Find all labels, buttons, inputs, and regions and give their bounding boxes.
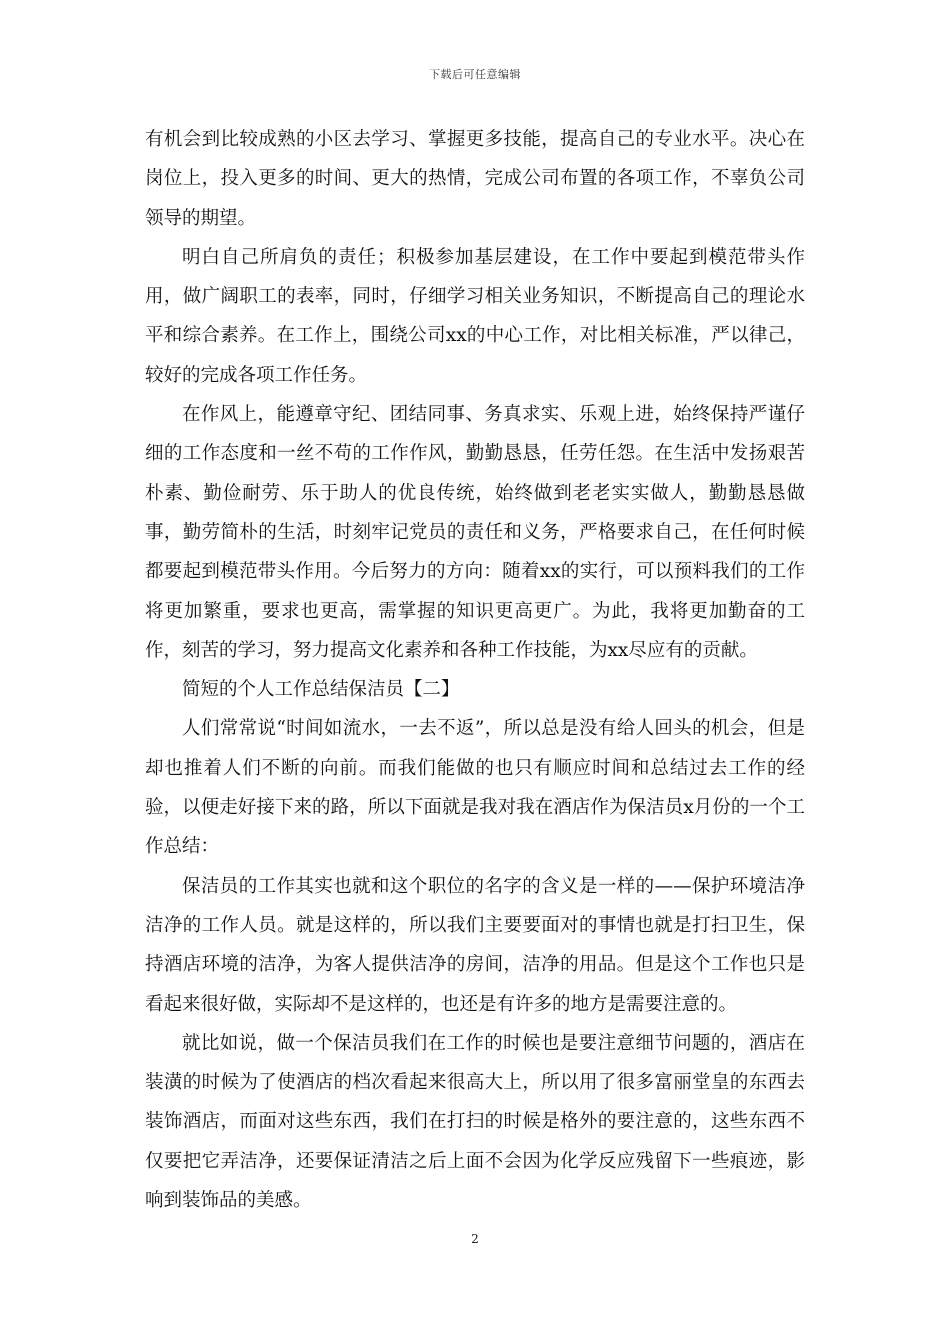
paragraph-work-style: 在作风上，能遵章守纪、团结同事、务真求实、乐观上进，始终保持严谨仔细的工作态度和一丝不苟的工作作风，勤勤恳恳，任劳任怨。在生活中发扬艰苦朴素、勤俭耐劳、乐于助人的优良传统，始终做到老老实实做人，勤勤恳恳做事，勤劳简朴的生活，时刻牢记党员的责任和义务，严格要求自己，在任何时候都要起到模范带头作用。今后努力的方向：随着xx的实行，可以预料我们的工作将更加繁重，要求也更高，需掌握的知识更高更广。为此，我将更加勤奋的工作，刻苦的学习，努力提高文化素养和各种工作技能，为xx尽应有的贡献。 xyxy=(145,404,805,661)
paragraph-job-description: 保洁员的工作其实也就和这个职位的名字的含义是一样的——保护环境洁净洁净的工作人员。就是这样的，所以我们主要要面对的事情也就是打扫卫生，保持酒店环境的洁净，为客人提供洁净的房间，洁净的用品。但是这个工作也只是看起来很好做，实际却不是这样的，也还是有许多的地方是需要注意的。 xyxy=(145,875,805,1015)
paragraph-introduction: 人们常常说“时间如流水，一去不返”，所以总是没有给人回头的机会，但是却也推着人们不断的向前。而我们能做的也只有顺应时间和总结过去工作的经验，以便走好接下来的路，所以下面就是我对我在酒店作为保洁员x月份的一个工作总结： xyxy=(145,718,805,858)
page-number: 2 xyxy=(471,1232,479,1246)
paragraph-responsibility: 明白自己所肩负的责任；积极参加基层建设，在工作中要起到模范带头作用，做广阔职工的表率，同时，仔细学习相关业务知识，不断提高自己的理论水平和综合素养。在工作上，围绕公司xx的中心工作，对比相关标准，严以律己，较好的完成各项工作任务。 xyxy=(145,246,805,386)
paragraph-details: 就比如说，做一个保洁员我们在工作的时候也是要注意细节问题的，酒店在装潢的时候为了使酒店的档次看起来很高大上，所以用了很多富丽堂皇的东西去装饰酒店，而面对这些东西，我们在打扫的时候是格外的要注意的，这些东西不仅要把它弄洁净，还要保证清洁之后上面不会因为化学反应残留下一些痕迹，影响到装饰品的美感。 xyxy=(145,1032,805,1212)
document-body xyxy=(145,120,805,1220)
page-header: 下载后可任意编辑 xyxy=(429,68,521,81)
paragraph-continuation: 有机会到比较成熟的小区去学习、掌握更多技能，提高自己的专业水平。决心在岗位上，投入更多的时间、更大的热情，完成公司布置的各项工作，不辜负公司领导的期望。 xyxy=(145,129,805,229)
section-heading: 简短的个人工作总结保洁员【二】 xyxy=(182,679,460,701)
